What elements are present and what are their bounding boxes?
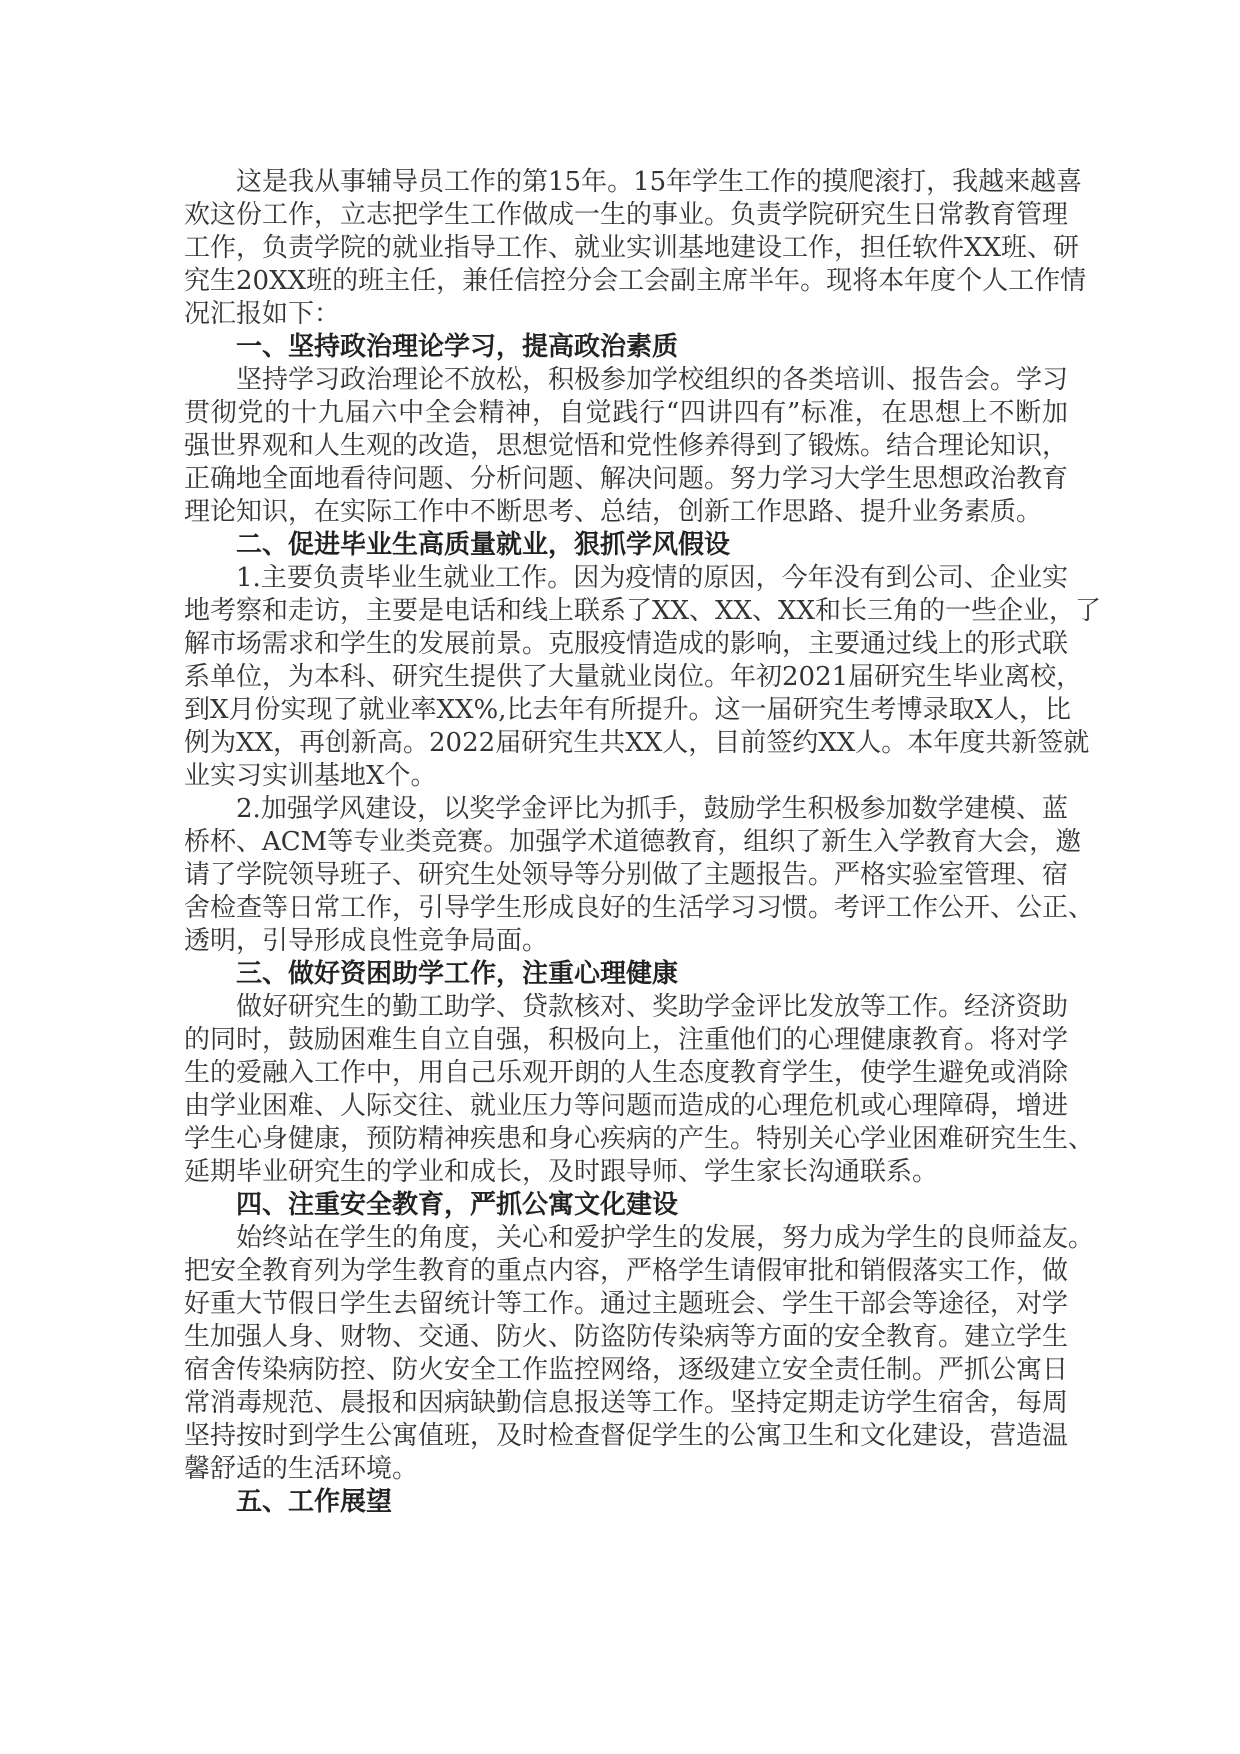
section-heading (184, 331, 1068, 364)
text-line: 系单位，为本科、研究生提供了大量就业岗位。年初2021届研究生毕业离校， (184, 662, 1083, 692)
text-line: 这是我从事辅导员工作的第15年。15年学生工作的摸爬滚打，我越来越喜 (236, 167, 1083, 197)
text-line: 业实习实训基地X个。 (184, 761, 437, 791)
text-line: 况汇报如下： (184, 299, 341, 329)
text-line: 工作，负责学院的就业指导工作、就业实训基地建设工作，担任软件XX班、研 (184, 233, 1080, 263)
text-line: 请了学院领导班子、研究生处领导等分别做了主题报告。严格实验室管理、宿 (184, 860, 1069, 890)
text-line: 一、坚持政治理论学习，提高政治素质 (236, 332, 679, 362)
text-line: 五、工作展望 (236, 1487, 393, 1517)
text-line: 2.加强学风建设，以奖学金评比为抓手，鼓励学生积极参加数学建模、蓝 (236, 794, 1068, 824)
text-line: 做好研究生的勤工助学、贷款核对、奖助学金评比发放等工作。经济资助 (236, 992, 1069, 1022)
text-line: 宿舍传染病防控、防火安全工作监控网络，逐级建立安全责任制。严抓公寓日 (184, 1355, 1069, 1385)
text-line: 二、促进毕业生高质量就业，狠抓学风假设 (236, 530, 731, 560)
text-line: 1.主要负责毕业生就业工作。因为疫情的原因，今年没有到公司、企业实 (236, 563, 1068, 593)
text-line: 生的爱融入工作中，用自己乐观开朗的人生态度教育学生，使学生避免或消除 (184, 1058, 1069, 1088)
text-line: 欢这份工作，立志把学生工作做成一生的事业。负责学院研究生日常教育管理 (184, 200, 1069, 230)
text-line: 坚持学习政治理论不放松，积极参加学校组织的各类培训、报告会。学习 (236, 365, 1069, 395)
text-line: 坚持按时到学生公寓值班，及时检查督促学生的公寓卫生和文化建设，营造温 (184, 1421, 1069, 1451)
paragraph (184, 1222, 1095, 1486)
text-line: 解市场需求和学生的发展前景。克服疫情造成的影响，主要通过线上的形式联 (184, 629, 1069, 659)
text-line: 地考察和走访，主要是电话和线上联系了XX、XX、XX和长三角的一些企业，了 (184, 596, 1102, 626)
paragraph (184, 364, 1068, 529)
paragraph (184, 991, 1095, 1189)
section-heading (184, 958, 1068, 991)
text-line: 始终站在学生的角度，关心和爱护学生的发展，努力成为学生的良师益友。 (236, 1223, 1095, 1253)
document-body (184, 166, 1102, 1519)
text-line: 好重大节假日学生去留统计等工作。通过主题班会、学生干部会等途径，对学 (184, 1289, 1069, 1319)
text-line: 例为XX，再创新高。2022届研究生共XX人，目前签约XX人。本年度共新签就 (184, 728, 1090, 758)
text-line: 舍检查等日常工作，引导学生形成良好的生活学习习惯。考评工作公开、公正、 (184, 893, 1095, 923)
text-line: 桥杯、ACM等专业类竞赛。加强学术道德教育，组织了新生入学教育大会，邀 (184, 827, 1082, 857)
text-line: 到X月份实现了就业率XX%,比去年有所提升。这一届研究生考博录取X人，比 (184, 695, 1072, 725)
text-line: 强世界观和人生观的改造，思想觉悟和党性修养得到了锻炼。结合理论知识， (184, 431, 1069, 461)
text-line: 学生心身健康，预防精神疾患和身心疾病的产生。特别关心学业困难研究生生、 (184, 1124, 1095, 1154)
text-line: 透明，引导形成良性竞争局面。 (184, 926, 549, 956)
text-line: 贯彻党的十九届六中全会精神，自觉践行“四讲四有”标准，在思想上不断加 (184, 398, 1068, 428)
paragraph (184, 166, 1087, 331)
section-heading (184, 1189, 1068, 1222)
paragraph (184, 793, 1095, 958)
text-line: 由学业困难、人际交往、就业压力等问题而造成的心理危机或心理障碍，增进 (184, 1091, 1069, 1121)
text-line: 正确地全面地看待问题、分析问题、解决问题。努力学习大学生思想政治教育 (184, 464, 1069, 494)
text-line: 的同时，鼓励困难生自立自强，积极向上，注重他们的心理健康教育。将对学 (184, 1025, 1069, 1055)
text-line: 三、做好资困助学工作，注重心理健康 (236, 959, 679, 989)
text-line: 理论知识，在实际工作中不断思考、总结，创新工作思路、提升业务素质。 (184, 497, 1043, 527)
text-line: 把安全教育列为学生教育的重点内容，严格学生请假审批和销假落实工作，做 (184, 1256, 1069, 1286)
section-heading (184, 529, 1068, 562)
section-heading (184, 1486, 1068, 1519)
paragraph (184, 562, 1102, 793)
text-line: 馨舒适的生活环境。 (184, 1454, 419, 1484)
text-line: 延期毕业研究生的学业和成长，及时跟导师、学生家长沟通联系。 (184, 1157, 939, 1187)
text-line: 究生20XX班的班主任，兼任信控分会工会副主席半年。现将本年度个人工作情 (184, 266, 1087, 296)
text-line: 四、注重安全教育，严抓公寓文化建设 (236, 1190, 679, 1220)
text-line: 生加强人身、财物、交通、防火、防盗防传染病等方面的安全教育。建立学生 (184, 1322, 1069, 1352)
text-line: 常消毒规范、晨报和因病缺勤信息报送等工作。坚持定期走访学生宿舍，每周 (184, 1388, 1069, 1418)
